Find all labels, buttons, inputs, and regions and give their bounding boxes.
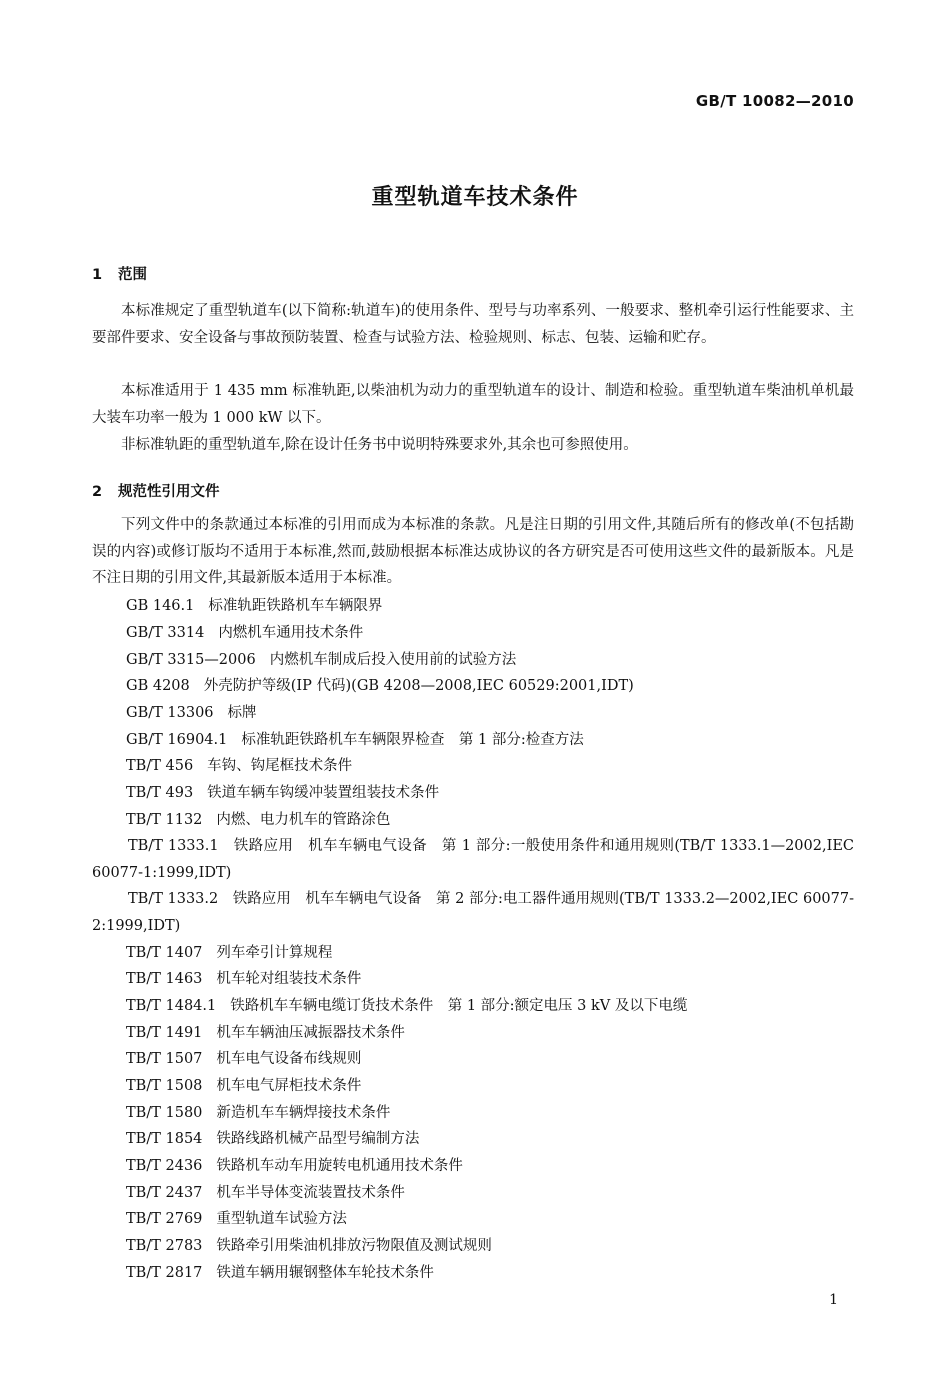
reference-item: TB/T 2437 机车半导体变流装置技术条件	[126, 1185, 405, 1201]
reference-item: GB/T 16904.1 标准轨距铁路机车车辆限界检查 第 1 部分:检查方法	[126, 732, 584, 748]
paragraph: 下列文件中的条款通过本标准的引用而成为本标准的条款。凡是注日期的引用文件,其随后所有的修改单(不包括勘误的内容)或修订版均不适用于本标准,然而,鼓励根据本标准达成协议的各方研究是否可使用这些文件的最新版本。凡是不注日期的引用文件,其最新版本适用于本标准。	[92, 517, 854, 587]
reference-item: GB/T 3315—2006 内燃机车制成后投入使用前的试验方法	[126, 652, 517, 668]
reference-item: TB/T 2783 铁路牵引用柴油机排放污物限值及测试规则	[126, 1238, 492, 1254]
reference-item: TB/T 1854 铁路线路机械产品型号编制方法	[126, 1131, 420, 1147]
paragraph: 本标准规定了重型轨道车(以下简称:轨道车)的使用条件、型号与功率系列、一般要求、整机牵引运行性能要求、主要部件要求、安全设备与事故预防装置、检查与试验方法、检验规则、标志、包装、运输和贮存。	[92, 303, 854, 346]
reference-item: TB/T 1507 机车电气设备布线规则	[126, 1051, 362, 1067]
paragraph: 本标准适用于 1 435 mm 标准轨距,以柴油机为动力的重型轨道车的设计、制造和检验。重型轨道车柴油机单机最大装车功率一般为 1 000 kW 以下。	[92, 383, 854, 426]
reference-item: TB/T 1491 机车车辆油压减振器技术条件	[126, 1025, 405, 1041]
reference-item: GB 4208 外壳防护等级(IP 代码)(GB 4208—2008,IEC 60529:2001,IDT)	[126, 678, 634, 694]
reference-item: TB/T 1407 列车牵引计算规程	[126, 945, 333, 961]
reference-item: TB/T 1333.2 铁路应用 机车车辆电气设备 第 2 部分:电工器件通用规则(TB/T 1333.2—2002,IEC 60077-2:1999,IDT)	[92, 891, 854, 934]
reference-item: TB/T 2769 重型轨道车试验方法	[126, 1211, 347, 1227]
section-2-heading	[92, 480, 220, 501]
reference-item: GB/T 3314 内燃机车通用技术条件	[126, 625, 364, 641]
document-title: 重型轨道车技术条件	[371, 185, 579, 210]
reference-item: TB/T 1580 新造机车车辆焊接技术条件	[126, 1105, 391, 1121]
section-title: 规范性引用文件	[118, 484, 220, 500]
page-number: 1	[829, 1292, 838, 1308]
section-title: 范围	[118, 267, 147, 283]
section-number: 1	[92, 267, 103, 283]
reference-item: TB/T 1132 内燃、电力机车的管路涂色	[126, 812, 391, 828]
paragraph: 非标准轨距的重型轨道车,除在设计任务书中说明特殊要求外,其余也可参照使用。	[121, 437, 638, 453]
section-1-heading	[92, 263, 147, 284]
reference-item: TB/T 2817 铁道车辆用辗钢整体车轮技术条件	[126, 1265, 434, 1281]
standard-number: GB/T 10082—2010	[695, 92, 854, 110]
reference-item: GB 146.1 标准轨距铁路机车车辆限界	[126, 598, 383, 614]
reference-item: TB/T 1333.1 铁路应用 机车车辆电气设备 第 1 部分:一般使用条件和通用规则(TB/T 1333.1—2002,IEC 60077-1:1999,IDT)	[92, 838, 854, 881]
reference-item: TB/T 1508 机车电气屏柜技术条件	[126, 1078, 362, 1094]
reference-item: TB/T 1463 机车轮对组装技术条件	[126, 971, 362, 987]
section-number: 2	[92, 484, 103, 500]
reference-item: TB/T 2436 铁路机车动车用旋转电机通用技术条件	[126, 1158, 463, 1174]
reference-item: TB/T 493 铁道车辆车钩缓冲装置组装技术条件	[126, 785, 440, 801]
reference-item: GB/T 13306 标牌	[126, 705, 257, 721]
reference-item: TB/T 456 车钩、钩尾框技术条件	[126, 758, 353, 774]
reference-item: TB/T 1484.1 铁路机车车辆电缆订货技术条件 第 1 部分:额定电压 3 kV 及以下电缆	[126, 998, 688, 1014]
